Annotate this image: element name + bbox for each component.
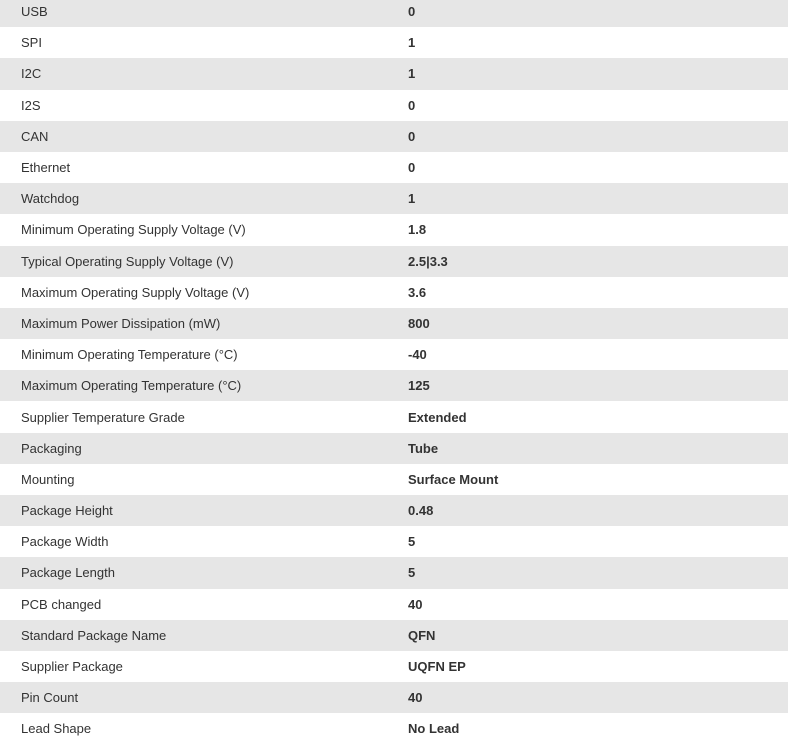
spec-value: 5 bbox=[408, 534, 416, 550]
spec-label: Ethernet bbox=[21, 160, 71, 176]
spec-value: 0 bbox=[408, 160, 416, 176]
spec-label: Standard Package Name bbox=[21, 627, 167, 643]
table-row bbox=[0, 339, 788, 370]
spec-label: Mounting bbox=[21, 471, 75, 487]
spec-value: 125 bbox=[408, 378, 430, 394]
spec-label: Minimum Operating Supply Voltage (V) bbox=[21, 222, 246, 238]
table-row bbox=[0, 713, 788, 744]
table-row bbox=[0, 121, 788, 152]
spec-label: Lead Shape bbox=[21, 721, 92, 737]
table-row bbox=[0, 401, 788, 432]
spec-value: 0 bbox=[408, 4, 416, 20]
spec-value: No Lead bbox=[408, 721, 460, 737]
spec-value: QFN bbox=[408, 627, 436, 643]
table-row bbox=[0, 183, 788, 214]
spec-value: 1 bbox=[408, 191, 416, 207]
table-row bbox=[0, 526, 788, 557]
table-row bbox=[0, 651, 788, 682]
spec-label: Package Length bbox=[21, 565, 115, 581]
spec-value: -40 bbox=[408, 347, 427, 363]
spec-value: 1.8 bbox=[408, 222, 427, 238]
spec-value: 0.48 bbox=[408, 503, 434, 519]
spec-value: 40 bbox=[408, 690, 423, 706]
spec-label: PCB changed bbox=[21, 596, 102, 612]
spec-label: Minimum Operating Temperature (°C) bbox=[21, 347, 238, 363]
spec-label: Supplier Package bbox=[21, 659, 123, 675]
spec-value: Surface Mount bbox=[408, 471, 499, 487]
spec-label: Packaging bbox=[21, 440, 82, 456]
spec-label: Maximum Power Dissipation (mW) bbox=[21, 315, 221, 331]
table-row bbox=[0, 308, 788, 339]
table-row bbox=[0, 682, 788, 713]
table-row bbox=[0, 495, 788, 526]
spec-value: 0 bbox=[408, 97, 416, 113]
spec-label: Watchdog bbox=[21, 191, 80, 207]
table-row bbox=[0, 90, 788, 121]
spec-value: 5 bbox=[408, 565, 416, 581]
table-row bbox=[0, 370, 788, 401]
table-row bbox=[0, 214, 788, 245]
table-row bbox=[0, 557, 788, 588]
spec-value: 3.6 bbox=[408, 284, 427, 300]
table-row bbox=[0, 0, 788, 27]
spec-value: UQFN EP bbox=[408, 659, 466, 675]
spec-label: Maximum Operating Supply Voltage (V) bbox=[21, 284, 250, 300]
table-row bbox=[0, 27, 788, 58]
spec-label: Pin Count bbox=[21, 690, 79, 706]
table-row bbox=[0, 277, 788, 308]
table-row bbox=[0, 58, 788, 89]
spec-label: Package Width bbox=[21, 534, 109, 550]
spec-label: Typical Operating Supply Voltage (V) bbox=[21, 253, 234, 269]
table-row bbox=[0, 152, 788, 183]
spec-value: 1 bbox=[408, 66, 416, 82]
table-row bbox=[0, 589, 788, 620]
spec-value: Tube bbox=[408, 440, 439, 456]
spec-value: 1 bbox=[408, 35, 416, 51]
spec-label: SPI bbox=[21, 35, 42, 51]
spec-label: I2S bbox=[21, 97, 41, 113]
spec-label: CAN bbox=[21, 128, 49, 144]
table-row bbox=[0, 433, 788, 464]
spec-label: USB bbox=[21, 4, 48, 20]
spec-label: Package Height bbox=[21, 503, 113, 519]
spec-value: Extended bbox=[408, 409, 467, 425]
table-row bbox=[0, 464, 788, 495]
spec-value: 800 bbox=[408, 315, 430, 331]
spec-value: 0 bbox=[408, 128, 416, 144]
spec-label: I2C bbox=[21, 66, 42, 82]
table-row bbox=[0, 620, 788, 651]
spec-value: 2.5|3.3 bbox=[408, 253, 448, 269]
spec-label: Supplier Temperature Grade bbox=[21, 409, 185, 425]
table-row bbox=[0, 246, 788, 277]
spec-value: 40 bbox=[408, 596, 423, 612]
spec-label: Maximum Operating Temperature (°C) bbox=[21, 378, 242, 394]
